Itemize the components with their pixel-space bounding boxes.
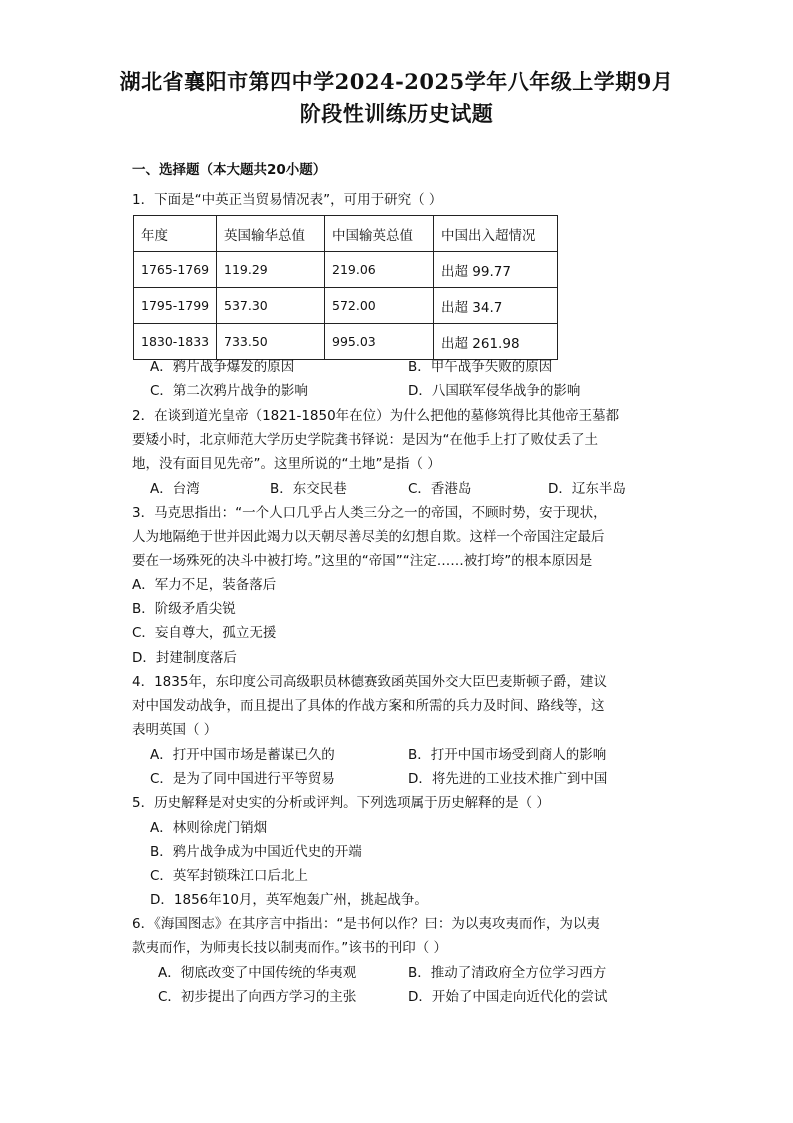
q6-option-a: A．彻底改变了中国传统的华夷观	[158, 965, 357, 981]
q4-stem-line3: 表明英国（ ）	[132, 722, 218, 738]
q3-option-a: A．军力不足，装备落后	[132, 577, 277, 593]
trade-table	[133, 215, 558, 360]
q1-stem: 1．下面是“中英正当贸易情况表”，可用于研究（ ）	[132, 192, 443, 208]
q6-stem-line2: 款夷而作，为师夷长技以制夷而作。”该书的刊印（ ）	[132, 940, 448, 956]
q3-option-b: B．阶级矛盾尖锐	[132, 601, 236, 617]
q1-option-a: A．鸦片战争爆发的原因	[150, 359, 295, 375]
q4-option-d: D．将先进的工业技术推广到中国	[408, 771, 608, 787]
q2-stem-line3: 地，没有面目见先帝”。这里所说的“土地”是指（ ）	[132, 456, 441, 472]
trade-table-header-year: 年度	[134, 216, 217, 252]
table-cell: 出超 34.7	[434, 288, 558, 324]
q3-stem-line3: 要在一场殊死的决斗中被打垮。”这里的“帝国”“注定……被打垮”的根本原因是	[132, 553, 593, 569]
q3-stem-line1: 3．马克思指出：“一个人口几乎占人类三分之一的帝国，不顾时势，安于现状，	[132, 505, 607, 521]
q6-option-b: B．推动了清政府全方位学习西方	[408, 965, 607, 981]
trade-table-header-row	[134, 216, 558, 252]
table-cell: 733.50	[217, 324, 325, 360]
q1-option-c: C．第二次鸦片战争的影响	[150, 383, 308, 399]
table-row	[134, 252, 558, 288]
table-cell: 出超 261.98	[434, 324, 558, 360]
q6-stem-line1: 6．《海国图志》在其序言中指出：“是书何以作？曰：为以夷攻夷而作，为以夷	[132, 916, 600, 932]
q6-option-c: C．初步提出了向西方学习的主张	[158, 989, 357, 1005]
q2-option-c: C．香港岛	[408, 481, 472, 497]
trade-table-header-uk-export: 英国输华总值	[217, 216, 325, 252]
table-row	[134, 324, 558, 360]
section-heading: 一、选择题（本大题共20小题）	[132, 162, 327, 178]
exam-title-line1: 湖北省襄阳市第四中学2024-2025学年八年级上学期9月	[119, 69, 674, 94]
table-cell: 219.06	[325, 252, 434, 288]
exam-title-line2: 阶段性训练历史试题	[299, 101, 494, 126]
q2-option-d: D．辽东半岛	[548, 481, 626, 497]
q5-option-b: B．鸦片战争成为中国近代史的开端	[150, 844, 362, 860]
q2-option-b: B．东交民巷	[270, 481, 347, 497]
q2-stem-line2: 要矮小时，北京师范大学历史学院龚书铎说：是因为“在他手上打了败仗丢了土	[132, 432, 598, 448]
table-row	[134, 288, 558, 324]
trade-table-header-cn-export: 中国输英总值	[325, 216, 434, 252]
q4-option-b: B．打开中国市场受到商人的影响	[408, 747, 607, 763]
q5-stem-line1: 5．历史解释是对史实的分析或评判。下列选项属于历史解释的是（ ）	[132, 795, 550, 811]
table-cell: 537.30	[217, 288, 325, 324]
q4-stem-line1: 4．1835年，东印度公司高级职员林德赛致函英国外交大臣巴麦斯顿子爵，建议	[132, 674, 607, 690]
q5-option-a: A．林则徐虎门销烟	[150, 820, 268, 836]
table-cell: 572.00	[325, 288, 434, 324]
q5-option-d: D．1856年10月，英军炮轰广州，挑起战争。	[150, 892, 428, 908]
q3-stem-line2: 人为地隔绝于世并因此竭力以天朝尽善尽美的幻想自欺。这样一个帝国注定最后	[132, 529, 605, 545]
q2-option-a: A．台湾	[150, 481, 200, 497]
table-cell: 出超 99.77	[434, 252, 558, 288]
table-cell: 1765-1769	[134, 252, 217, 288]
q3-option-d: D．封建制度落后	[132, 650, 237, 666]
q1-option-d: D．八国联军侵华战争的影响	[408, 383, 581, 399]
q1-option-b: B．甲午战争失败的原因	[408, 359, 553, 375]
q4-option-c: C．是为了同中国进行平等贸易	[150, 771, 335, 787]
q5-option-c: C．英军封锁珠江口后北上	[150, 868, 308, 884]
q4-option-a: A．打开中国市场是蓄谋已久的	[150, 747, 335, 763]
trade-table-header-balance: 中国出入超情况	[434, 216, 558, 252]
table-cell: 1830-1833	[134, 324, 217, 360]
q6-option-d: D．开始了中国走向近代化的尝试	[408, 989, 608, 1005]
q2-stem-line1: 2．在谈到道光皇帝（1821-1850年在位）为什么把他的墓修筑得比其他帝王墓都	[132, 408, 620, 424]
table-cell: 1795-1799	[134, 288, 217, 324]
q4-stem-line2: 对中国发动战争，而且提出了具体的作战方案和所需的兵力及时间、路线等，这	[132, 698, 605, 714]
q3-option-c: C．妄自尊大，孤立无援	[132, 625, 277, 641]
table-cell: 119.29	[217, 252, 325, 288]
table-cell: 995.03	[325, 324, 434, 360]
